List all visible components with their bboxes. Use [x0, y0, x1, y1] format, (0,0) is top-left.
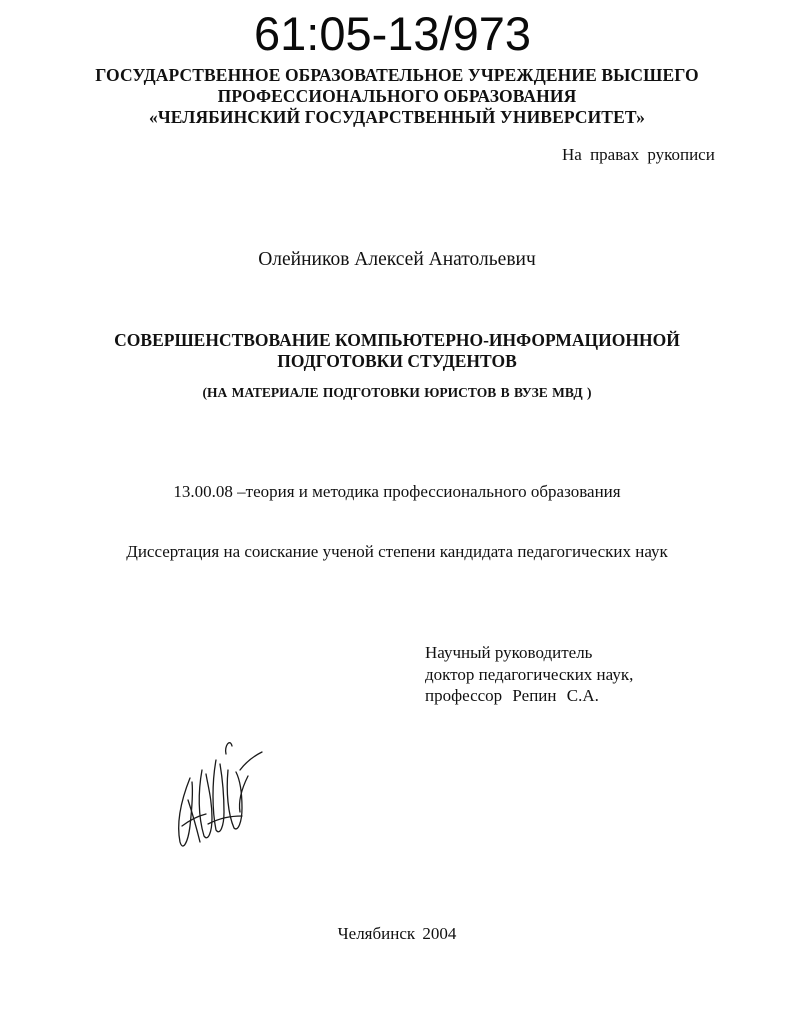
institution-line-3: «ЧЕЛЯБИНСКИЙ ГОСУДАРСТВЕННЫЙ УНИВЕРСИТЕТ»: [148, 107, 646, 127]
handwritten-signature: [168, 730, 268, 855]
advisor-degree: доктор педагогических наук,: [425, 665, 634, 684]
title-line-1: СОВЕРШЕНСТВОВАНИЕ КОМПЬЮТЕРНО-ИНФОРМАЦИОННОЙ: [114, 330, 680, 350]
institution-line-2: ПРОФЕССИОНАЛЬНОГО ОБРАЗОВАНИЯ: [217, 86, 577, 106]
advisor-name: профессор Репин С.А.: [425, 686, 599, 705]
author-name: Олейников Алексей Анатольевич: [258, 249, 536, 270]
specialty-code: 13.00.08 –теория и методика профессионального образования: [173, 482, 621, 501]
dissertation-note: Диссертация на соискание ученой степени кандидата педагогических наук: [126, 542, 668, 561]
manuscript-note: На правах рукописи: [562, 145, 715, 164]
city-year: Челябинск 2004: [337, 924, 457, 943]
archive-code: 61:05-13/973: [254, 7, 532, 60]
advisor-role: Научный руководитель: [425, 643, 593, 662]
title-line-2: ПОДГОТОВКИ СТУДЕНТОВ: [277, 351, 517, 371]
institution-line-1: ГОСУДАРСТВЕННОЕ ОБРАЗОВАТЕЛЬНОЕ УЧРЕЖДЕНИЕ ВЫСШЕГО: [95, 65, 699, 85]
subtitle: (НА МАТЕРИАЛЕ ПОДГОТОВКИ ЮРИСТОВ В ВУЗЕ МВД ): [202, 385, 592, 400]
